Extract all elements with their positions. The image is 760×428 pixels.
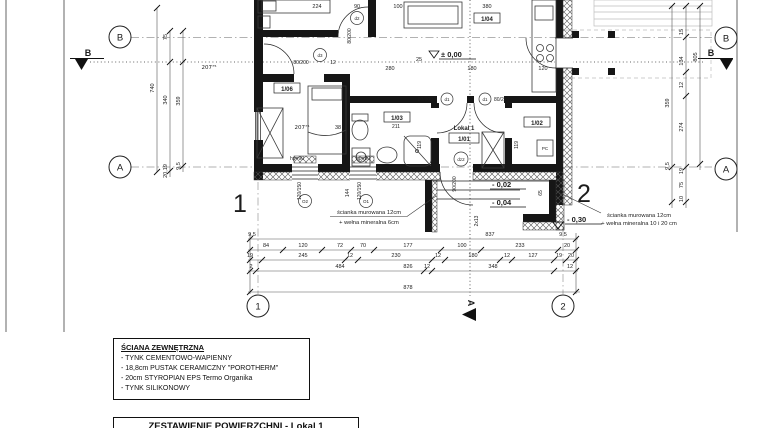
- dim-label: 19: [679, 167, 685, 175]
- tag-d1a: d1: [444, 97, 450, 102]
- dim-label: 120: [538, 66, 548, 72]
- dim-label: 9,5: [248, 232, 256, 238]
- dim-label: 20: [567, 253, 575, 259]
- tag-o2: O2: [301, 199, 309, 204]
- legend-item: - 20cm STYROPIAN EPS Termo Organika: [121, 375, 253, 382]
- room-1-03: 1/03: [391, 116, 403, 122]
- dim-label: 280: [385, 66, 395, 72]
- area-table-title: ZESTAWIENIE POWIERZCHNI - Lokal 1: [148, 421, 324, 428]
- axis-a-right: A: [722, 164, 730, 176]
- tag-d1b: d1: [482, 97, 488, 102]
- terrace-post: [608, 31, 615, 38]
- grid-number-1: 1: [233, 190, 247, 218]
- dim-label: 233: [515, 243, 525, 249]
- axis-1: 1: [255, 301, 261, 313]
- unit-label: Lokal 1: [453, 126, 475, 132]
- axis-b-left: B: [116, 32, 124, 44]
- dim-label: 20: [563, 243, 571, 249]
- door-size: 80/200: [494, 97, 510, 103]
- dim-label: 180: [468, 253, 478, 259]
- dim-label: 211: [392, 124, 400, 130]
- dim-label: 878: [403, 285, 413, 291]
- dim-label: 15: [679, 28, 685, 36]
- room-1-04: 1/04: [481, 17, 493, 23]
- legend-item: - TYNK CEMENTOWO-WAPIENNY: [121, 355, 233, 362]
- terrace-post: [572, 68, 579, 75]
- dim-label: 230: [391, 253, 401, 259]
- dim-label: 9,5: [176, 162, 182, 170]
- dim-label: 805: [693, 52, 699, 62]
- door-size: 90/200: [452, 176, 458, 192]
- note-line: + wełna mineralna 6cm: [339, 220, 399, 226]
- dim-label: 177: [403, 243, 413, 249]
- dim-label: 38: [334, 125, 342, 131]
- dim-label: 12: [503, 253, 511, 259]
- dim-label: 127: [528, 253, 538, 259]
- dim-label: 144: [345, 188, 351, 198]
- dim-label: 837: [485, 232, 495, 238]
- dim-label: 2x13: [474, 215, 480, 227]
- dim-label: 12: [434, 253, 442, 259]
- sill-height: hp=90: [355, 156, 371, 162]
- dim-label: 100: [457, 243, 467, 249]
- dim-label: 20,19: [163, 164, 169, 178]
- dim-label: 72: [336, 243, 344, 249]
- dim-label: 119: [514, 141, 520, 149]
- door-jamb-dim: 12: [330, 60, 336, 66]
- dim-label: 359: [665, 98, 671, 108]
- external-wall-legend: [113, 338, 310, 400]
- grid-number-2: 2: [577, 180, 591, 208]
- tag-dz2: dz2: [457, 157, 465, 162]
- door-size: 80/200: [417, 97, 433, 103]
- section-b-left-label: B: [84, 48, 92, 58]
- note-line: ścianka murowana 12cm: [606, 213, 672, 219]
- dim-label: 25: [415, 57, 423, 63]
- level-m002: - 0,02: [492, 180, 512, 189]
- dim-label: 70: [359, 243, 367, 249]
- axis-2: 2: [560, 301, 566, 313]
- note-line: + wełna mineralna 10 i 20 cm: [601, 221, 677, 227]
- legend-item: - TYNK SILIKONOWY: [121, 385, 191, 392]
- dim-label: 90: [353, 4, 361, 10]
- dim-label: 19: [555, 253, 563, 259]
- door-size: 80/200: [293, 60, 309, 66]
- dim-label: 12: [423, 264, 431, 270]
- dim-label: 340: [163, 95, 169, 105]
- dim-label: 224: [312, 4, 322, 10]
- dim-label: 84: [262, 243, 270, 249]
- dim-label: 12: [679, 81, 685, 89]
- dim-label: 245: [298, 253, 308, 259]
- dim-label: 826: [403, 264, 413, 270]
- dim-label: 180: [467, 66, 477, 72]
- dim-label: 12: [566, 264, 574, 270]
- dim-label: 100: [393, 4, 403, 10]
- level-zero: ± 0,00: [441, 50, 462, 59]
- window-size: 120/150: [297, 181, 303, 201]
- legend-item: - 18,8cm PUSTAK CERAMICZNY "POROTHERM": [121, 365, 279, 372]
- window-size: 120/150: [357, 181, 363, 201]
- dim-label: 274: [679, 122, 685, 132]
- dim-label: 9,5: [665, 162, 671, 170]
- dim-label: 65: [538, 190, 544, 196]
- dim-label: 10: [679, 195, 685, 203]
- dim-label: 2: [249, 264, 253, 270]
- dim-label: 207⁷⁵: [294, 125, 310, 131]
- dim-label: 12: [346, 253, 354, 259]
- dim-label: 75: [679, 181, 685, 189]
- dim-label: 484: [335, 264, 345, 270]
- sill-height: hp=90: [289, 156, 305, 162]
- axis-a-left: A: [116, 162, 124, 174]
- area-summary-table: [113, 417, 359, 428]
- legend-title: ŚCIANA ZEWNĘTRZNA: [121, 343, 205, 352]
- terrace-post: [608, 68, 615, 75]
- axis-b-right: B: [722, 33, 730, 45]
- dim-label: 380: [482, 4, 492, 10]
- dim-label: 134: [679, 56, 685, 66]
- tag-o1: O1: [362, 199, 370, 204]
- dim-label: 19: [246, 253, 254, 259]
- tag-d3: d3: [317, 53, 323, 58]
- level-m030: - 0,30: [567, 215, 587, 224]
- section-a-label: A: [466, 299, 476, 307]
- dim-label: 9,5: [559, 232, 567, 238]
- dim-label: 359: [176, 96, 182, 106]
- dim-label: 75: [163, 33, 169, 41]
- terrace-post: [572, 31, 579, 38]
- dim-label: 119: [417, 141, 423, 149]
- section-b-right-label: B: [707, 48, 715, 58]
- room-1-02: 1/02: [531, 121, 543, 127]
- level-m004: - 0,04: [492, 198, 512, 207]
- dim-label: 348: [488, 264, 498, 270]
- note-line: ścianka murowana 12cm: [336, 210, 402, 216]
- door-size: 80/200: [347, 28, 353, 44]
- pc-label: PC: [541, 146, 549, 151]
- dim-label: 207⁷⁵: [201, 65, 217, 71]
- room-1-06: 1/06: [281, 87, 293, 93]
- dim-label: 740: [150, 83, 156, 93]
- room-1-01: 1/01: [458, 137, 470, 143]
- dim-label: 120: [298, 243, 308, 249]
- tag-d2: d2: [354, 16, 360, 21]
